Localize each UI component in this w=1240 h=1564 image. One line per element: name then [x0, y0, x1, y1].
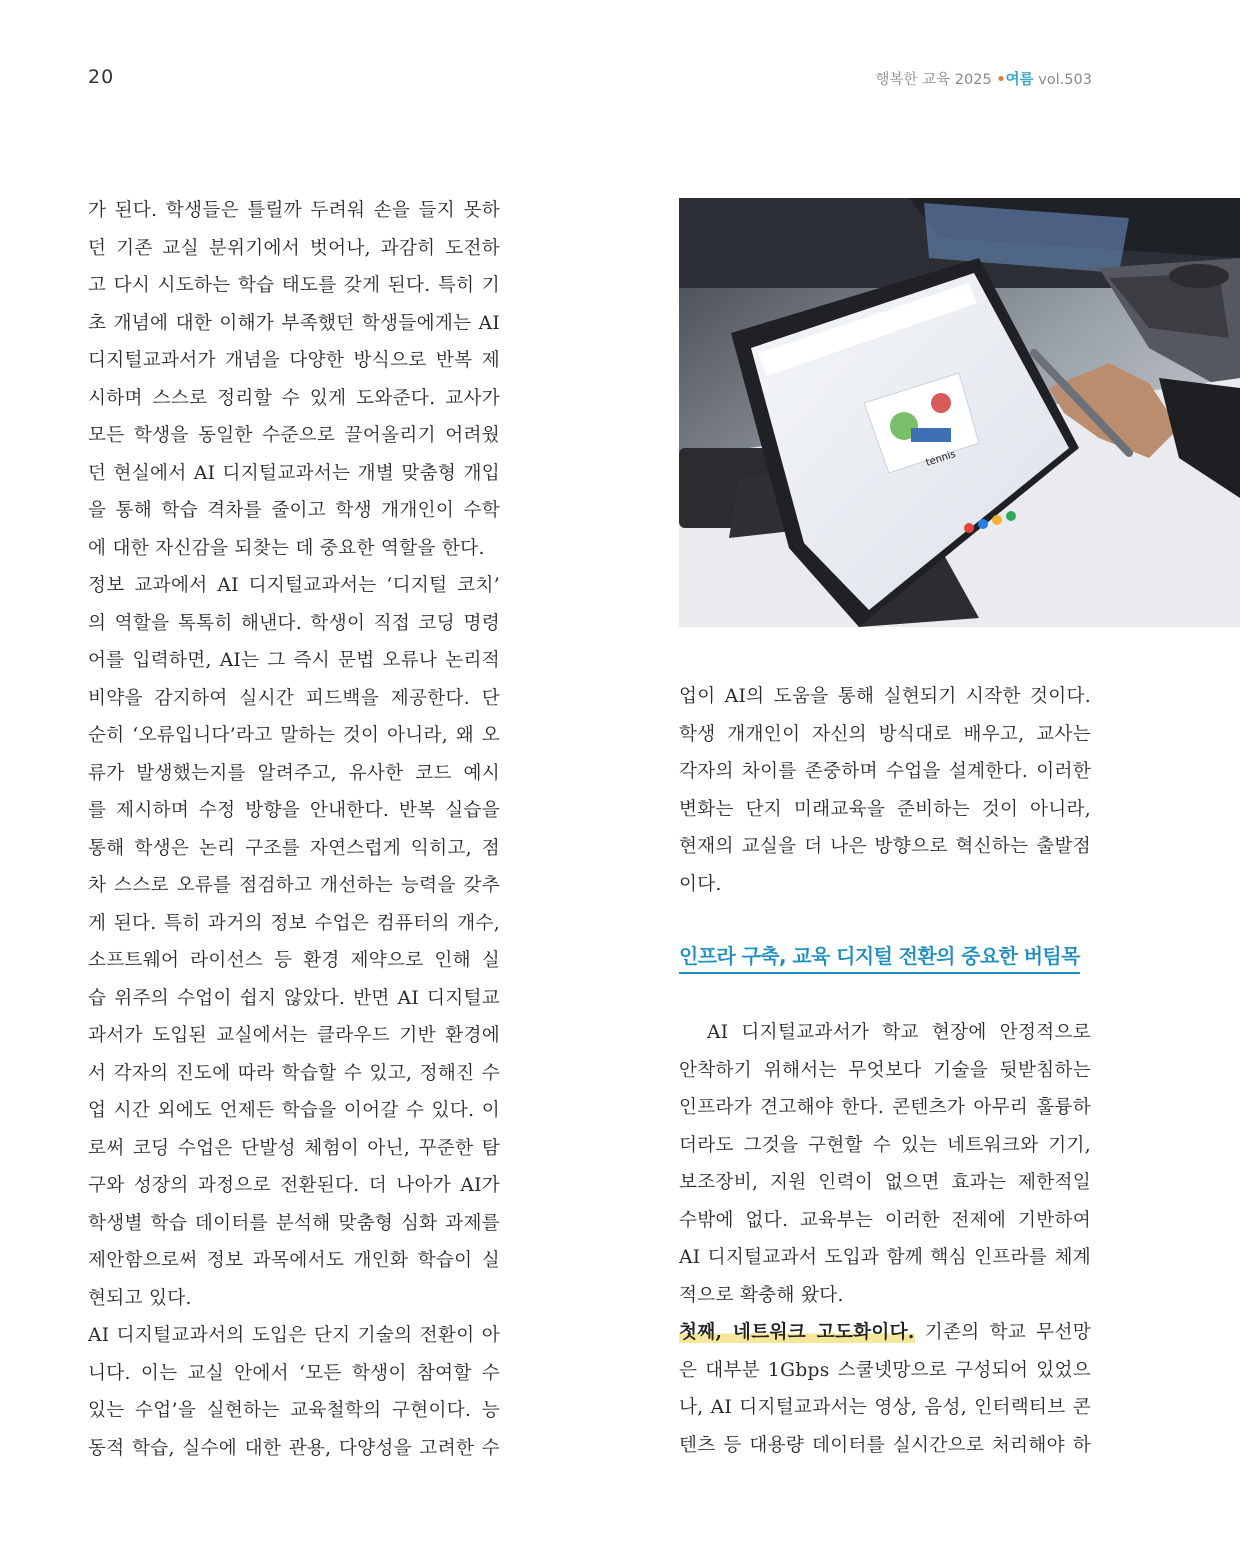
text-line: 텐츠 등 대용량 데이터를 실시간으로 처리해야 하 [679, 1434, 1091, 1456]
svg-text:tennis: tennis [924, 448, 958, 469]
text-line: 인프라가 견고해야 한다. 콘텐츠가 아무리 훌륭하 [679, 1097, 1091, 1118]
text-line: 업이 AI의 도움을 통해 실현되기 시작한 것이다. [679, 686, 1091, 707]
section-heading: 인프라 구축, 교육 디지털 전환의 중요한 버팀목 [679, 940, 1080, 974]
text-line: 안착하기 위해서는 무엇보다 기술을 뒷받침하는 [679, 1059, 1091, 1081]
text-line: 가 된다. 학생들은 틀릴까 두려워 손을 들지 못하 [88, 200, 500, 221]
text-line: 동적 학습, 실수에 대한 관용, 다양성을 고려한 수 [88, 1437, 500, 1459]
text-line: 비약을 감지하여 실시간 피드백을 제공한다. 단 [88, 687, 500, 709]
text-line: 학생 개개인이 자신의 방식대로 배우고, 교사는 [679, 723, 1091, 745]
text-line: 더라도 그것을 구현할 수 있는 네트워크와 기기, [679, 1134, 1091, 1156]
text-line: 업 시간 외에도 언제든 학습을 이어갈 수 있다. 이 [88, 1100, 500, 1121]
text-line: 소프트웨어 라이선스 등 환경 제약으로 인해 실 [88, 950, 500, 971]
season-label: 여름 [1005, 72, 1034, 88]
left-column [88, 192, 500, 1467]
text-line: 통해 학생은 논리 구조를 자연스럽게 익히고, 점 [88, 837, 500, 859]
text-line: 정보 교과에서 AI 디지털교과서는 ‘디지털 코치’ [88, 575, 500, 596]
text-line: AI 디지털교과서의 도입은 단지 기술의 전환이 아 [88, 1325, 500, 1346]
right-column-top [679, 678, 1091, 903]
text-line: 순히 ‘오류입니다’라고 말하는 것이 아니라, 왜 오 [88, 725, 500, 746]
text-line: 차 스스로 오류를 점검하고 개선하는 능력을 갖추 [88, 875, 500, 896]
text-line: 의 역할을 톡톡히 해낸다. 학생이 직접 코딩 명령 [88, 612, 500, 634]
dot-separator-icon: • [996, 72, 1006, 88]
text-line: 있는 수업’을 실현하는 교육철학의 구현이다. 능 [88, 1400, 500, 1421]
highlight-line [679, 1314, 1091, 1352]
text-line: 고 다시 시도하는 학습 태도를 갖게 된다. 특히 기 [88, 275, 500, 296]
text-line: 게 된다. 특히 과거의 정보 수업은 컴퓨터의 개수, [88, 912, 500, 934]
text-line: 은 대부분 1Gbps 스쿨넷망으로 구성되어 있었으 [679, 1359, 1091, 1381]
text-line: 현재의 교실을 더 나은 방향으로 혁신하는 출발점 [679, 836, 1091, 857]
text-line: 로써 코딩 수업은 단발성 체험이 아닌, 꾸준한 탐 [88, 1137, 500, 1159]
text-line: 를 제시하며 수정 방향을 안내한다. 반복 실습을 [88, 800, 500, 821]
text-line: 제안함으로써 정보 과목에서도 개인화 학습이 실 [88, 1250, 500, 1271]
magazine-title: 행복한 교육 2025 [875, 72, 992, 88]
text-line: 과서가 도입된 교실에서는 클라우드 기반 환경에 [88, 1025, 500, 1046]
text-line: 던 현실에서 AI 디지털교과서는 개별 맞춤형 개입 [88, 462, 500, 484]
text-line: 변화는 단지 미래교육을 준비하는 것이 아니라, [679, 798, 1091, 820]
volume-label: vol.503 [1038, 72, 1092, 88]
running-header [876, 68, 1092, 89]
text-line: 류가 발생했는지를 알려주고, 유사한 코드 예시 [88, 762, 500, 784]
text-line: 나, AI 디지털교과서는 영상, 음성, 인터랙티브 콘 [679, 1397, 1091, 1418]
text-line: 현되고 있다. [88, 1287, 192, 1309]
text-line: 니다. 이는 교실 안에서 ‘모든 학생이 참여할 수 [88, 1362, 500, 1384]
text-line: 을 통해 학습 격차를 줄이고 학생 개개인이 수학 [88, 500, 500, 521]
highlight-continuation: 기존의 학교 무선망 [914, 1322, 1091, 1343]
text-line: 수밖에 없다. 교육부는 이러한 전제에 기반하여 [679, 1209, 1091, 1231]
text-line: 서 각자의 진도에 따라 학습할 수 있고, 정해진 수 [88, 1062, 500, 1084]
text-line: AI 디지털교과서 도입과 함께 핵심 인프라를 체계 [679, 1247, 1091, 1268]
text-line: 어를 입력하면, AI는 그 즉시 문법 오류나 논리적 [88, 650, 500, 671]
text-line: AI 디지털교과서가 학교 현장에 안정적으로 [707, 1022, 1091, 1043]
text-line: 학생별 학습 데이터를 분석해 맞춤형 심화 과제를 [88, 1212, 500, 1234]
text-line: 적으로 확충해 왔다. [679, 1284, 844, 1306]
text-line: 이다. [679, 873, 722, 895]
text-line: 모든 학생을 동일한 수준으로 끌어올리기 어려웠 [88, 425, 500, 446]
text-line: 보조장비, 지원 인력이 없으면 효과는 제한적일 [679, 1172, 1091, 1193]
text-line: 에 대한 자신감을 되찾는 데 중요한 역할을 한다. [88, 537, 485, 559]
text-line: 디지털교과서가 개념을 다양한 방식으로 반복 제 [88, 350, 500, 371]
text-line: 시하며 스스로 정리할 수 있게 도와준다. 교사가 [88, 387, 500, 409]
text-line: 구와 성장의 과정으로 전환된다. 더 나아가 AI가 [88, 1175, 500, 1196]
text-line: 초 개념에 대한 이해가 부족했던 학생들에게는 AI [88, 312, 500, 334]
tablet-photo [679, 198, 1240, 627]
page-number: 20 [88, 66, 115, 88]
text-line: 던 기존 교실 분위기에서 벗어나, 과감히 도전하 [88, 237, 500, 259]
text-line: 습 위주의 수업이 쉽지 않았다. 반면 AI 디지털교 [88, 987, 500, 1009]
right-column-bottom [679, 1014, 1091, 1464]
text-line: 각자의 차이를 존중하며 수업을 설계한다. 이러한 [679, 761, 1091, 782]
tablet-photo-icon [679, 198, 1240, 627]
highlighted-phrase: 첫째, 네트워크 고도화이다. [679, 1322, 915, 1343]
